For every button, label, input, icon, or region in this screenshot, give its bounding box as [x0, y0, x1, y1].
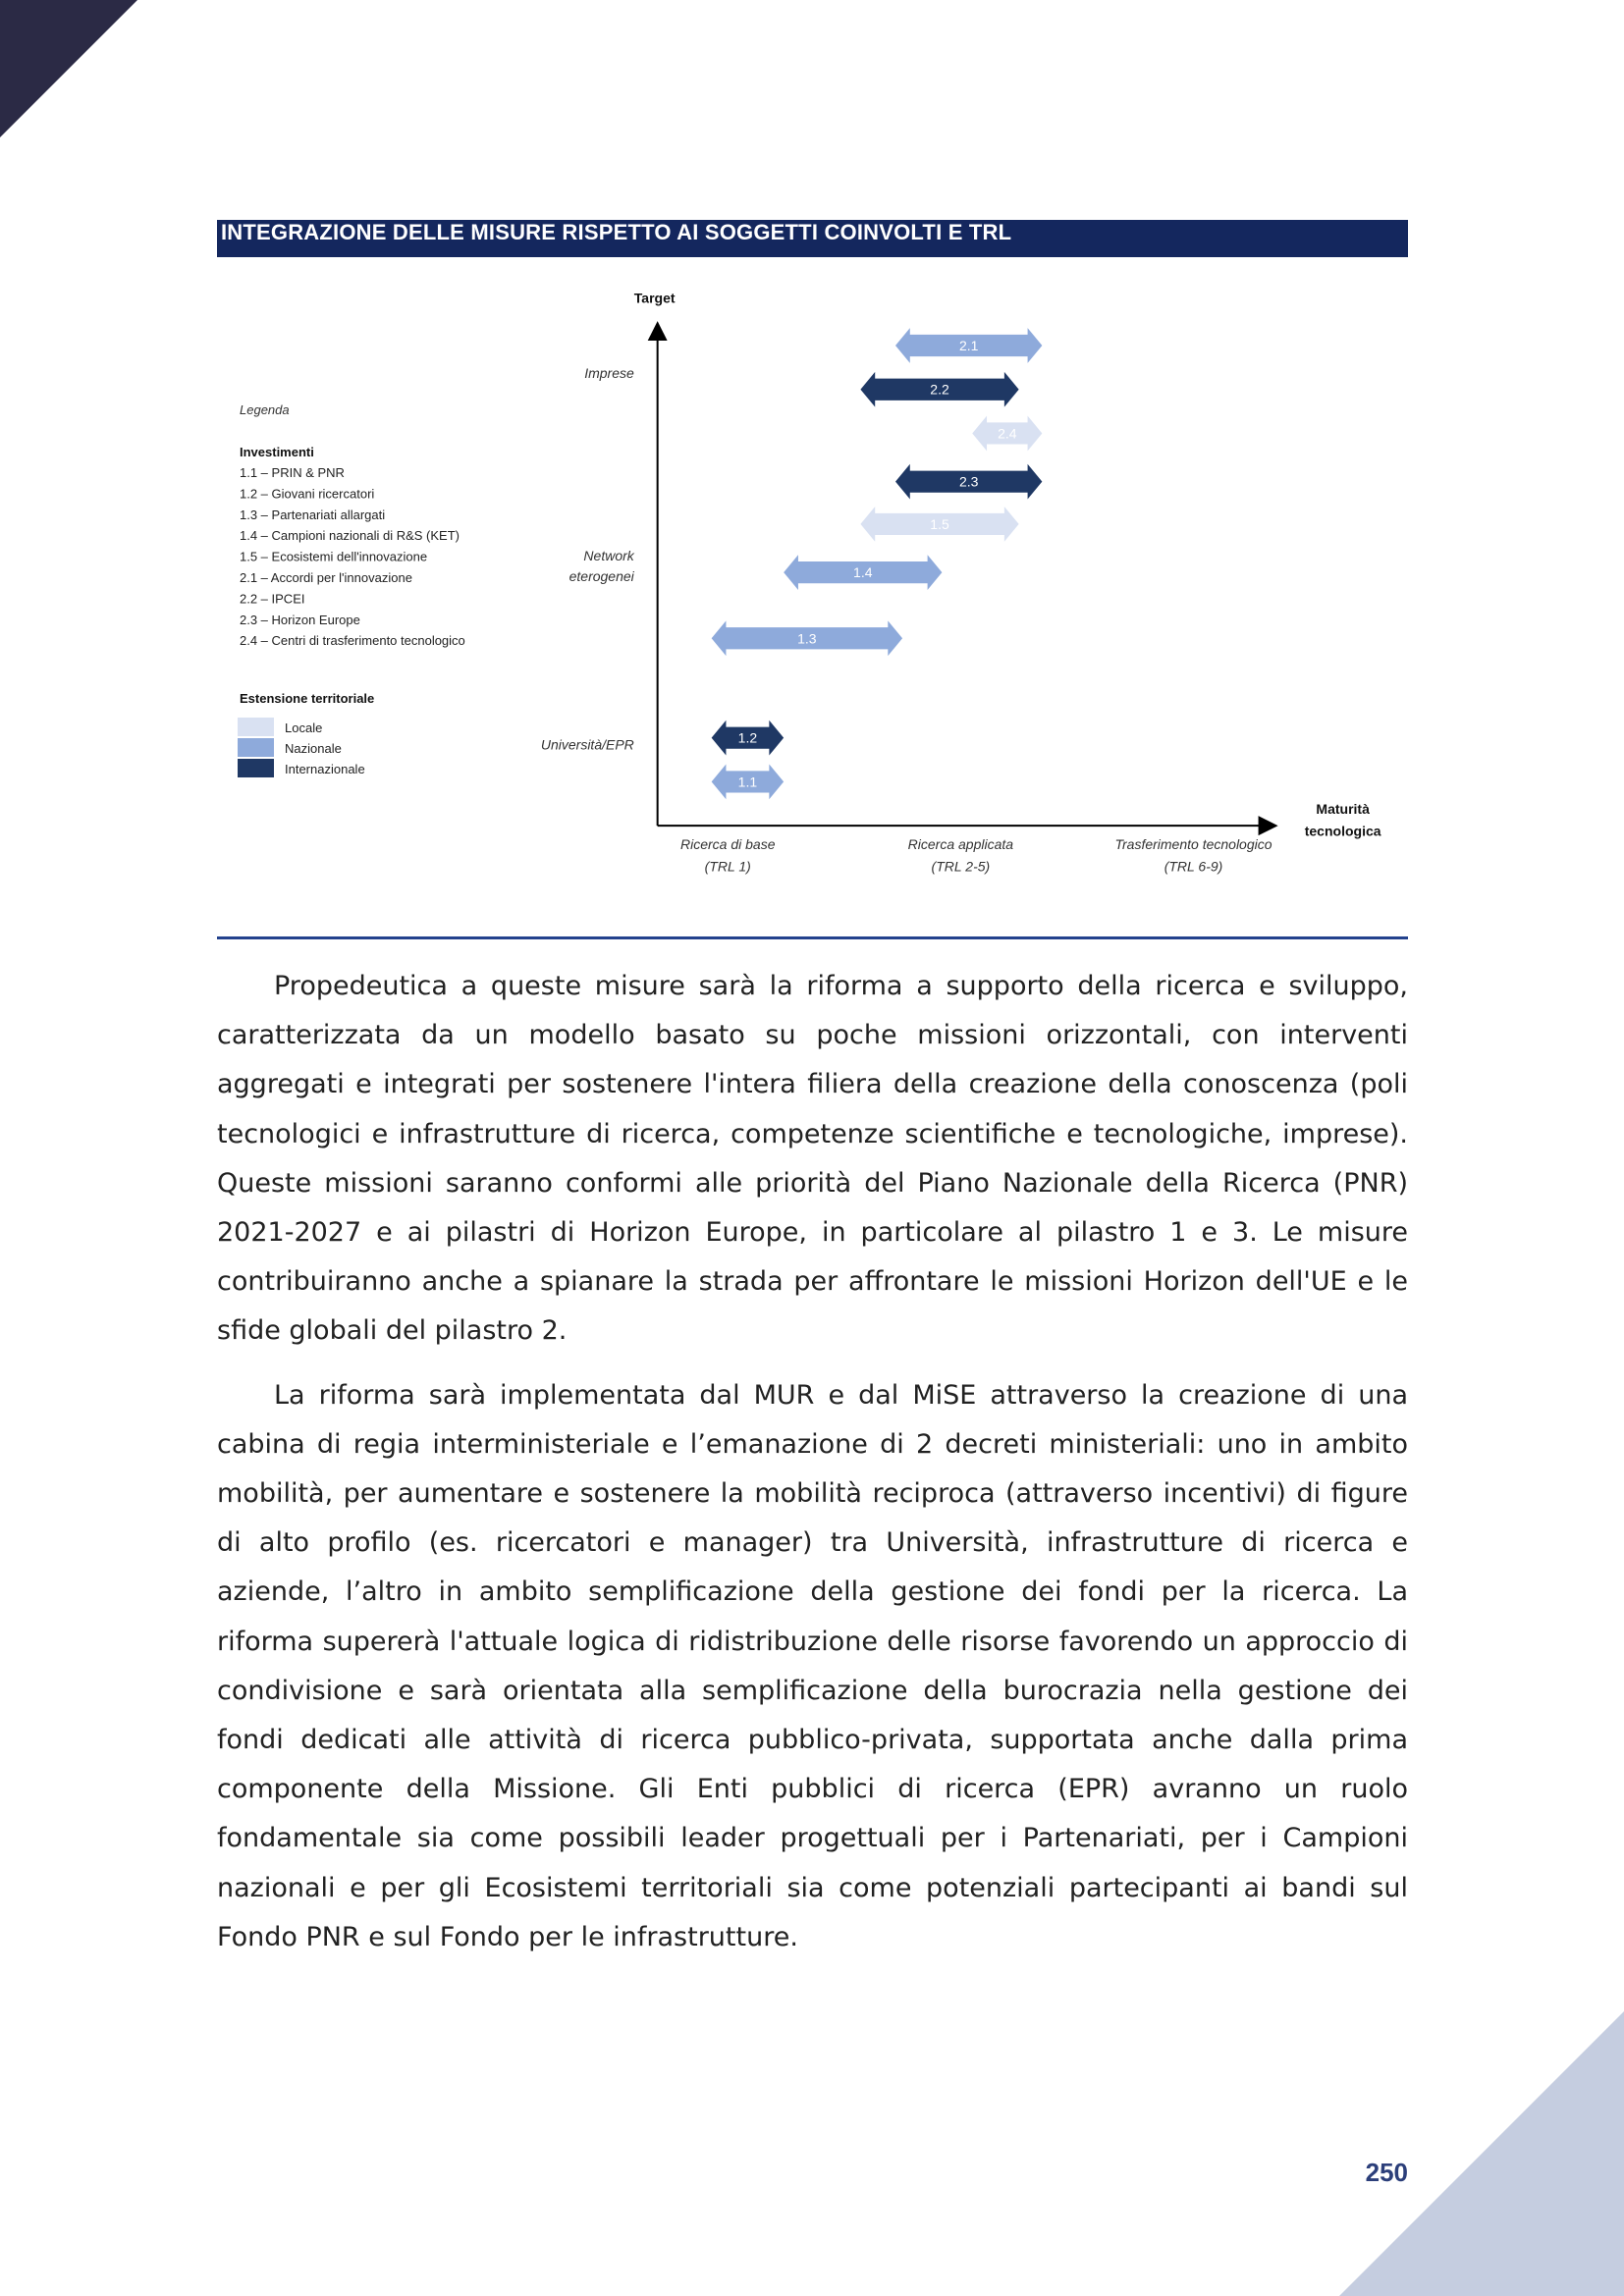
y-category-label: eterogenei	[568, 568, 634, 585]
y-axis-label: Target	[633, 290, 676, 306]
page-number: 250	[1365, 2158, 1408, 2187]
trl-chart	[217, 265, 1408, 893]
legend-investment-item: 1.1 – PRIN & PNR	[240, 465, 345, 480]
arrow-label-1-1: 1.1	[737, 774, 758, 790]
paragraph-1: Propedeutica a queste misure sarà la riforma a supporto della ricerca e sviluppo, caratterizzata da un modello basato su poche missioni orizzontali, con interventi aggregati e integrati per sostenere l'intera filiera della creazione della conoscenza (poli tecnologici e infrastrutture di ricerca, competenze scientifiche e tecnologiche, imprese). Queste missioni saranno conformi alle priorità del Piano Nazionale della Ricerca (PNR) 2021-2027 e ai pilastri di Horizon Europe, in particolare al pilastro 1 e 3. Le misure contribuiranno anche a spianare la strada per affrontare le missioni Horizon dell'UE e le sfide globali del pilastro 2.	[217, 971, 1408, 1347]
arrow-label-2-3: 2.3	[958, 473, 979, 490]
x-category-trl: (TRL 1)	[704, 858, 751, 875]
arrow-label-1-5: 1.5	[930, 515, 949, 532]
x-category-label: Ricerca applicata	[907, 836, 1014, 853]
arrow-label-2-1: 2.1	[958, 337, 979, 353]
arrow-label-1-3: 1.3	[797, 630, 817, 647]
x-category-trl: (TRL 2-5)	[931, 858, 991, 875]
legend-extension-item: Locale	[285, 721, 323, 735]
paragraph-2: La riforma sarà implementata dal MUR e dal MiSE attraverso la creazione di una cabina di regia interministeriale e l’emanazione di 2 decreti ministeriali: uno in ambito mobilità, per aumentare e sostenere la mobilità reciproca (attraverso incentivi) di figure di alto profilo (es. ricercatori e manager) tra Università, infrastrutture di ricerca e aziende, l’altro in ambito semplificazione della gestione dei fondi per la ricerca. La riforma supererà l'attuale logica di ridistribuzione delle risorse favorendo un approccio di condivisione e sarà orientata alla semplificazione della burocrazia nella gestione dei fondi dedicati alle attività di ricerca pubblico-privata, supportata anche dalla prima componente della Missione. Gli Enti pubblici di ricerca (EPR) avranno un ruolo fondamentale sia come possibili leader progettuali per i Partenariati, per i Campioni nazionali e per gli Ecosistemi territoriali sia come potenziali partecipanti ai bandi sul Fondo PNR e sul Fondo per le infrastrutture.	[217, 1379, 1408, 1952]
legend-extension-title: Estensione territoriale	[240, 691, 375, 706]
corner-decoration-bottom-right	[1339, 2011, 1624, 2296]
arrow-label-2-2: 2.2	[930, 381, 949, 398]
legend-investment-item: 2.2 – IPCEI	[240, 591, 305, 607]
legend-swatch	[238, 718, 274, 736]
arrow-label-1-4: 1.4	[853, 564, 873, 581]
y-category-label: Imprese	[584, 364, 634, 381]
legend-investment-item: 1.4 – Campioni nazionali di R&S (KET)	[240, 528, 460, 544]
x-axis-label-line-1: Maturità	[1316, 801, 1370, 818]
figure-title: INTEGRAZIONE DELLE MISURE RISPETTO AI SOGGETTI COINVOLTI E TRL	[217, 220, 1408, 257]
x-category-label: Trasferimento tecnologico	[1114, 836, 1272, 853]
y-category-label: Università/EPR	[540, 736, 634, 753]
arrow-label-1-2: 1.2	[737, 729, 758, 746]
chart-arrows	[712, 328, 1043, 799]
legend-extension-item: Internazionale	[285, 762, 365, 776]
legend-swatch	[238, 738, 274, 757]
y-category-label: Network	[583, 548, 634, 564]
legend-investments-title: Investimenti	[240, 445, 314, 459]
legend-investment-item: 1.5 – Ecosistemi dell'innovazione	[240, 549, 428, 564]
body-text	[217, 962, 1408, 1977]
legend-investment-item: 1.3 – Partenariati allargati	[240, 507, 386, 522]
arrow-label-2-4: 2.4	[998, 425, 1017, 442]
x-axis-label-line-2: tecnologica	[1304, 823, 1381, 839]
legend-investment-item: 1.2 – Giovani ricercatori	[240, 486, 375, 502]
legend-investment-item: 2.4 – Centri di trasferimento tecnologico	[240, 633, 465, 649]
x-category-label: Ricerca di base	[679, 836, 776, 853]
legend-investment-item: 2.1 – Accordi per l'innovazione	[240, 570, 412, 585]
corner-decoration-top-left	[0, 0, 137, 137]
chart-axes	[541, 291, 1381, 875]
chart-legend	[238, 402, 465, 777]
figure-divider	[217, 936, 1408, 939]
legend-investment-item: 2.3 – Horizon Europe	[240, 612, 360, 627]
legend-title: Legenda	[240, 402, 290, 417]
legend-swatch	[238, 759, 274, 777]
legend-extension-item: Nazionale	[285, 741, 342, 756]
x-category-trl: (TRL 6-9)	[1164, 858, 1223, 875]
